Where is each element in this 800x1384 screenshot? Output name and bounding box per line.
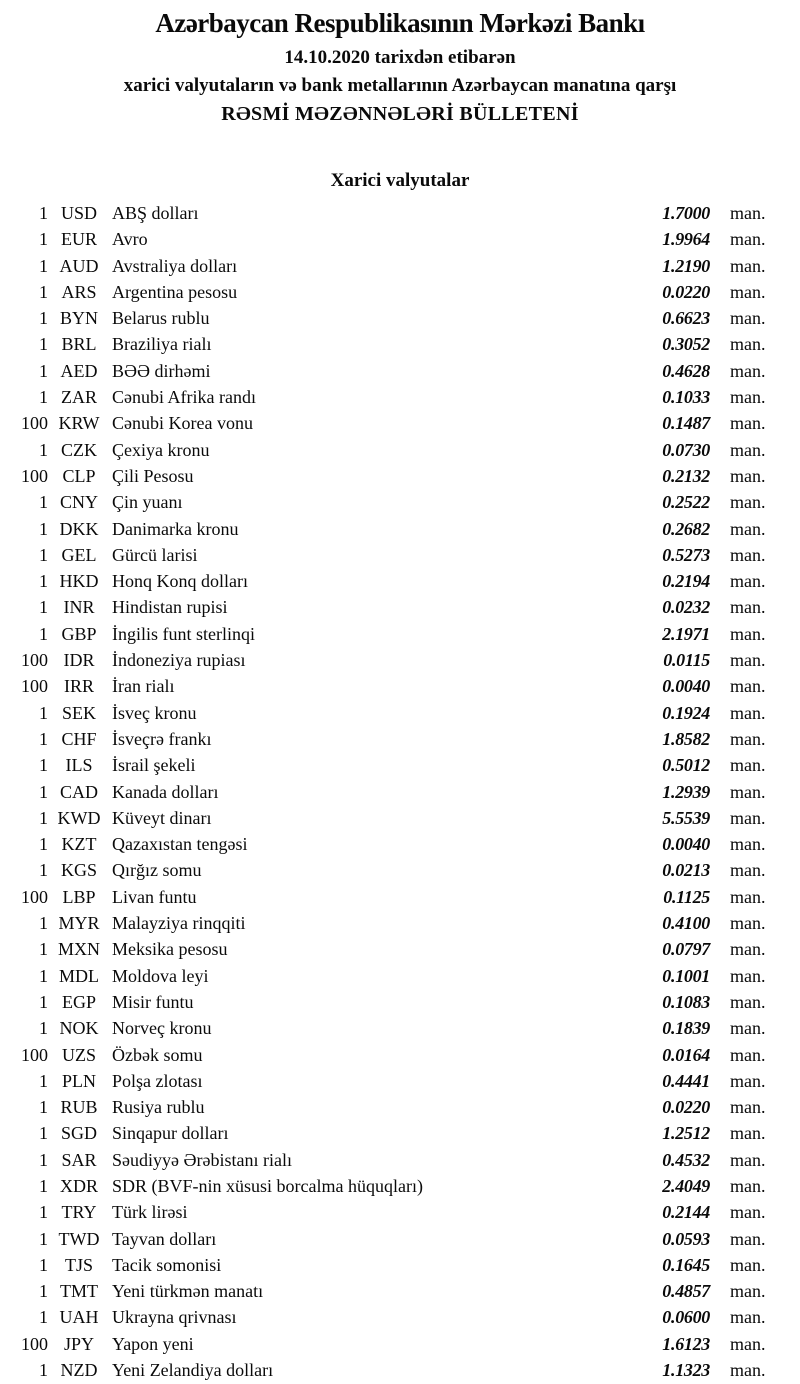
row-rate: 1.8582 — [662, 728, 710, 749]
row-currency-code: USD — [60, 203, 97, 223]
row-quantity: 100 — [21, 1333, 48, 1354]
table-row — [0, 1331, 800, 1357]
row-currency-code: MXN — [57, 939, 100, 960]
row-rate: 0.6623 — [662, 308, 710, 329]
row-rate: 0.3052 — [662, 334, 710, 355]
row-currency-name: Argentina pesosu — [112, 281, 238, 302]
row-quantity: 1 — [39, 334, 48, 355]
row-unit: man. — [730, 991, 766, 1012]
row-currency-name: Meksika pesosu — [112, 939, 228, 960]
document-header — [0, 0, 800, 128]
row-rate: 0.1645 — [662, 1254, 710, 1275]
table-row — [0, 936, 800, 962]
table-row — [0, 384, 800, 410]
row-currency-code: ILS — [65, 755, 93, 776]
row-quantity: 1 — [39, 597, 48, 618]
row-unit: man. — [730, 834, 766, 855]
row-unit: man. — [730, 1307, 766, 1328]
row-currency-code: EGP — [61, 991, 96, 1012]
row-currency-name: Tacik somonisi — [112, 1254, 222, 1275]
table-row — [0, 726, 800, 752]
row-quantity: 1 — [39, 623, 48, 644]
row-currency-name: Cənubi Korea vonu — [112, 413, 253, 434]
row-currency-name: Yeni Zelandiya dolları — [112, 1360, 274, 1381]
row-currency-name: Gürcü larisi — [112, 544, 198, 565]
row-unit: man. — [730, 1175, 766, 1196]
row-currency-code: IRR — [63, 676, 94, 697]
table-row — [0, 568, 800, 594]
row-currency-name: Ukrayna qrivnası — [112, 1307, 237, 1328]
table-row — [0, 1304, 800, 1330]
row-unit: man. — [730, 281, 766, 302]
row-currency-code: AUD — [59, 255, 99, 276]
row-currency-name: Yeni türkmən manatı — [112, 1281, 264, 1302]
row-currency-name: Belarus rublu — [112, 308, 210, 329]
table-row — [0, 305, 800, 331]
row-quantity: 1 — [39, 518, 48, 539]
effective-date-line: 14.10.2020 tarixdən etibarən — [284, 47, 516, 68]
row-currency-code: TRY — [61, 1202, 97, 1223]
row-rate: 0.1487 — [662, 413, 710, 434]
row-quantity: 1 — [39, 728, 48, 749]
row-rate: 0.0232 — [662, 597, 710, 618]
row-rate: 0.1924 — [662, 702, 710, 723]
row-unit: man. — [730, 1070, 766, 1091]
table-row — [0, 489, 800, 515]
table-row — [0, 542, 800, 568]
row-quantity: 1 — [39, 807, 48, 828]
row-quantity: 100 — [21, 886, 48, 907]
row-unit: man. — [730, 1149, 766, 1170]
row-currency-code: KRW — [58, 413, 100, 434]
row-currency-name: İran rialı — [112, 676, 175, 697]
row-unit: man. — [730, 229, 766, 250]
row-currency-code: GBP — [61, 623, 97, 644]
row-currency-code: UZS — [61, 1044, 96, 1065]
row-currency-name: İngilis funt sterlinqi — [112, 623, 255, 644]
row-unit: man. — [730, 203, 766, 223]
row-rate: 0.0213 — [662, 860, 710, 881]
row-rate: 1.2190 — [662, 255, 710, 276]
row-unit: man. — [730, 439, 766, 460]
row-rate: 0.1001 — [662, 965, 710, 986]
row-currency-name: Norveç kronu — [112, 1018, 212, 1039]
row-rate: 0.4532 — [662, 1149, 710, 1170]
row-rate: 1.6123 — [662, 1333, 710, 1354]
row-currency-name: Moldova leyi — [112, 965, 209, 986]
row-unit: man. — [730, 1123, 766, 1144]
row-currency-code: TMT — [60, 1281, 98, 1302]
table-row — [0, 516, 800, 542]
table-row — [0, 226, 800, 252]
row-currency-name: Tayvan dolları — [112, 1228, 217, 1249]
row-rate: 0.1125 — [663, 886, 710, 907]
row-rate: 0.1033 — [662, 387, 710, 408]
row-quantity: 1 — [39, 860, 48, 881]
row-currency-name: ABŞ dolları — [112, 203, 199, 223]
row-rate: 1.9964 — [662, 229, 710, 250]
row-rate: 0.2682 — [662, 518, 710, 539]
table-row — [0, 910, 800, 936]
row-unit: man. — [730, 544, 766, 565]
row-quantity: 1 — [39, 360, 48, 381]
table-row — [0, 1199, 800, 1225]
row-currency-code: SEK — [61, 702, 96, 723]
rates-table — [0, 200, 800, 1383]
row-currency-code: NOK — [59, 1018, 99, 1039]
row-quantity: 1 — [39, 755, 48, 776]
row-currency-name: Türk lirəsi — [112, 1202, 188, 1223]
row-quantity: 1 — [39, 1360, 48, 1381]
row-quantity: 1 — [39, 1018, 48, 1039]
row-quantity: 1 — [39, 1149, 48, 1170]
row-currency-code: CZK — [61, 439, 97, 460]
row-unit: man. — [730, 781, 766, 802]
row-quantity: 1 — [39, 571, 48, 592]
row-currency-code: CAD — [59, 781, 98, 802]
row-unit: man. — [730, 518, 766, 539]
bulletin-subtitle: xarici valyutaların və bank metallarının Azərbaycan manatına qarşı — [123, 75, 677, 96]
row-currency-code: CNY — [59, 492, 98, 513]
row-rate: 0.4628 — [662, 360, 710, 381]
table-row — [0, 831, 800, 857]
row-currency-code: KZT — [61, 834, 97, 855]
row-rate: 1.1323 — [662, 1360, 710, 1381]
row-currency-name: BƏƏ dirhəmi — [112, 360, 211, 381]
row-quantity: 100 — [21, 676, 48, 697]
row-quantity: 1 — [39, 281, 48, 302]
row-rate: 0.0730 — [662, 439, 710, 460]
row-rate: 0.0220 — [662, 1097, 710, 1118]
row-unit: man. — [730, 387, 766, 408]
row-currency-code: KGS — [60, 860, 97, 881]
row-currency-name: Malayziya rinqqiti — [112, 913, 246, 934]
table-row — [0, 437, 800, 463]
row-rate: 0.0164 — [662, 1044, 710, 1065]
row-unit: man. — [730, 1254, 766, 1275]
row-rate: 5.5539 — [662, 807, 710, 828]
row-currency-code: INR — [63, 597, 95, 618]
row-currency-name: Çin yuanı — [112, 492, 183, 513]
row-currency-code: GEL — [61, 544, 97, 565]
table-row — [0, 1278, 800, 1304]
table-row — [0, 1226, 800, 1252]
row-currency-name: Cənubi Afrika randı — [112, 387, 256, 408]
row-unit: man. — [730, 913, 766, 934]
row-quantity: 1 — [39, 991, 48, 1012]
row-currency-code: HKD — [59, 571, 99, 592]
row-currency-name: Avstraliya dolları — [112, 255, 238, 276]
bulletin-title: RƏSMİ MƏZƏNNƏLƏRİ BÜLLETENİ — [221, 103, 579, 125]
row-unit: man. — [730, 728, 766, 749]
row-quantity: 1 — [39, 1202, 48, 1223]
row-currency-name: Misir funtu — [112, 991, 194, 1012]
row-unit: man. — [730, 1202, 766, 1223]
table-row — [0, 358, 800, 384]
row-quantity: 1 — [39, 939, 48, 960]
row-currency-name: Livan funtu — [112, 886, 197, 907]
row-currency-name: Küveyt dinarı — [112, 807, 212, 828]
row-currency-name: Sinqapur dolları — [112, 1123, 229, 1144]
row-currency-code: BRL — [61, 334, 97, 355]
row-currency-name: Özbək somu — [112, 1044, 203, 1065]
row-quantity: 1 — [39, 781, 48, 802]
row-quantity: 1 — [39, 203, 48, 223]
table-row — [0, 673, 800, 699]
row-currency-code: TWD — [58, 1228, 100, 1249]
table-row — [0, 779, 800, 805]
row-currency-name: Kanada dolları — [112, 781, 219, 802]
row-unit: man. — [730, 571, 766, 592]
bank-name-title: Azərbaycan Respublikasının Mərkəzi Bankı — [155, 8, 645, 38]
row-rate: 1.7000 — [662, 203, 710, 223]
row-unit: man. — [730, 1228, 766, 1249]
row-quantity: 1 — [39, 702, 48, 723]
row-quantity: 1 — [39, 255, 48, 276]
row-rate: 2.4049 — [662, 1175, 710, 1196]
row-unit: man. — [730, 597, 766, 618]
row-quantity: 1 — [39, 387, 48, 408]
row-unit: man. — [730, 1044, 766, 1065]
row-currency-code: ARS — [61, 281, 97, 302]
row-rate: 0.1083 — [662, 991, 710, 1012]
row-quantity: 1 — [39, 1307, 48, 1328]
row-unit: man. — [730, 650, 766, 671]
row-quantity: 100 — [21, 1044, 48, 1065]
row-rate: 0.2194 — [662, 571, 710, 592]
row-unit: man. — [730, 1018, 766, 1039]
table-row — [0, 253, 800, 279]
row-currency-code: CLP — [62, 465, 96, 486]
row-rate: 0.5012 — [662, 755, 710, 776]
row-rate: 0.0797 — [662, 939, 710, 960]
row-unit: man. — [730, 1333, 766, 1354]
row-rate: 0.4100 — [662, 913, 710, 934]
row-currency-code: KWD — [57, 807, 101, 828]
row-currency-name: Yapon yeni — [112, 1333, 194, 1354]
row-currency-name: Hindistan rupisi — [112, 597, 228, 618]
row-rate: 0.2144 — [662, 1202, 710, 1223]
row-unit: man. — [730, 807, 766, 828]
row-currency-name: İsveçrə frankı — [112, 728, 212, 749]
row-quantity: 1 — [39, 834, 48, 855]
row-rate: 0.0593 — [662, 1228, 710, 1249]
row-currency-code: LBP — [62, 886, 96, 907]
row-quantity: 1 — [39, 1281, 48, 1302]
row-unit: man. — [730, 308, 766, 329]
table-row — [0, 857, 800, 883]
row-unit: man. — [730, 492, 766, 513]
row-currency-name: İsrail şekeli — [112, 755, 196, 776]
table-row — [0, 279, 800, 305]
row-rate: 0.5273 — [662, 544, 710, 565]
row-currency-code: MYR — [58, 913, 100, 934]
row-rate: 0.1839 — [662, 1018, 710, 1039]
row-unit: man. — [730, 886, 766, 907]
row-unit: man. — [730, 1360, 766, 1381]
row-quantity: 1 — [39, 1097, 48, 1118]
table-row — [0, 1015, 800, 1041]
row-unit: man. — [730, 334, 766, 355]
row-quantity: 1 — [39, 1254, 48, 1275]
row-quantity: 1 — [39, 1123, 48, 1144]
row-currency-code: NZD — [60, 1360, 98, 1381]
table-row — [0, 410, 800, 436]
table-row — [0, 1068, 800, 1094]
row-currency-code: JPY — [63, 1333, 94, 1354]
table-row — [0, 805, 800, 831]
row-unit: man. — [730, 255, 766, 276]
section-title-foreign-currencies: Xarici valyutalar — [330, 170, 470, 191]
row-unit: man. — [730, 939, 766, 960]
row-currency-name: Səudiyyə Ərəbistanı rialı — [112, 1149, 292, 1170]
table-row — [0, 200, 800, 226]
table-row — [0, 594, 800, 620]
row-unit: man. — [730, 360, 766, 381]
row-quantity: 100 — [21, 465, 48, 486]
row-rate: 0.0040 — [662, 676, 710, 697]
row-quantity: 1 — [39, 492, 48, 513]
row-currency-code: IDR — [63, 650, 95, 671]
row-rate: 0.0040 — [662, 834, 710, 855]
row-unit: man. — [730, 755, 766, 776]
table-row — [0, 331, 800, 357]
row-quantity: 1 — [39, 965, 48, 986]
row-currency-name: İsveç kronu — [112, 702, 197, 723]
row-rate: 0.2132 — [662, 465, 710, 486]
row-rate: 0.4441 — [662, 1070, 710, 1091]
table-row — [0, 1357, 800, 1383]
row-currency-code: SGD — [60, 1123, 97, 1144]
row-currency-name: Avro — [112, 229, 148, 250]
row-unit: man. — [730, 1097, 766, 1118]
table-row — [0, 1120, 800, 1146]
row-quantity: 1 — [39, 544, 48, 565]
row-quantity: 1 — [39, 913, 48, 934]
row-rate: 0.0220 — [662, 281, 710, 302]
row-currency-name: Rusiya rublu — [112, 1097, 205, 1118]
row-unit: man. — [730, 1281, 766, 1302]
row-unit: man. — [730, 623, 766, 644]
row-unit: man. — [730, 676, 766, 697]
row-quantity: 100 — [21, 650, 48, 671]
row-currency-code: BYN — [59, 308, 98, 329]
table-row — [0, 1042, 800, 1068]
table-row — [0, 752, 800, 778]
row-currency-code: TJS — [64, 1254, 93, 1275]
table-row — [0, 1252, 800, 1278]
row-rate: 2.1971 — [662, 623, 710, 644]
row-currency-name: Honq Konq dolları — [112, 571, 248, 592]
table-row — [0, 989, 800, 1015]
row-currency-name: Qırğız somu — [112, 860, 202, 881]
row-currency-name: Danimarka kronu — [112, 518, 239, 539]
row-currency-name: Çili Pesosu — [112, 465, 194, 486]
row-currency-code: AED — [60, 360, 98, 381]
row-rate: 0.2522 — [662, 492, 710, 513]
row-rate: 0.4857 — [662, 1281, 710, 1302]
row-currency-code: UAH — [59, 1307, 99, 1328]
table-row — [0, 700, 800, 726]
row-rate: 0.0600 — [662, 1307, 710, 1328]
row-currency-name: Qazaxıstan tengəsi — [112, 834, 248, 855]
row-currency-code: RUB — [60, 1097, 98, 1118]
row-currency-code: MDL — [59, 965, 99, 986]
row-unit: man. — [730, 413, 766, 434]
row-unit: man. — [730, 702, 766, 723]
row-rate: 1.2939 — [662, 781, 710, 802]
row-quantity: 1 — [39, 1070, 48, 1091]
row-currency-code: EUR — [61, 229, 97, 250]
row-currency-name: SDR (BVF-nin xüsusi borcalma hüquqları) — [112, 1175, 423, 1196]
row-currency-name: Çexiya kronu — [112, 439, 210, 460]
table-row — [0, 963, 800, 989]
row-currency-name: Polşa zlotası — [112, 1070, 203, 1091]
table-row — [0, 884, 800, 910]
row-quantity: 1 — [39, 229, 48, 250]
row-unit: man. — [730, 965, 766, 986]
table-row — [0, 1094, 800, 1120]
row-unit: man. — [730, 465, 766, 486]
row-currency-code: DKK — [59, 518, 99, 539]
row-currency-name: Braziliya rialı — [112, 334, 212, 355]
row-quantity: 1 — [39, 439, 48, 460]
row-currency-code: XDR — [59, 1175, 98, 1196]
table-row — [0, 463, 800, 489]
row-currency-code: CHF — [61, 728, 97, 749]
row-currency-code: SAR — [61, 1149, 97, 1170]
row-quantity: 1 — [39, 1175, 48, 1196]
table-row — [0, 647, 800, 673]
row-quantity: 100 — [21, 413, 48, 434]
row-currency-code: ZAR — [61, 387, 97, 408]
table-row — [0, 621, 800, 647]
row-currency-name: İndoneziya rupiası — [112, 650, 246, 671]
row-currency-code: PLN — [61, 1070, 96, 1091]
row-quantity: 1 — [39, 308, 48, 329]
table-row — [0, 1173, 800, 1199]
row-unit: man. — [730, 860, 766, 881]
row-rate: 1.2512 — [662, 1123, 710, 1144]
row-rate: 0.0115 — [663, 650, 710, 671]
table-row — [0, 1147, 800, 1173]
row-quantity: 1 — [39, 1228, 48, 1249]
